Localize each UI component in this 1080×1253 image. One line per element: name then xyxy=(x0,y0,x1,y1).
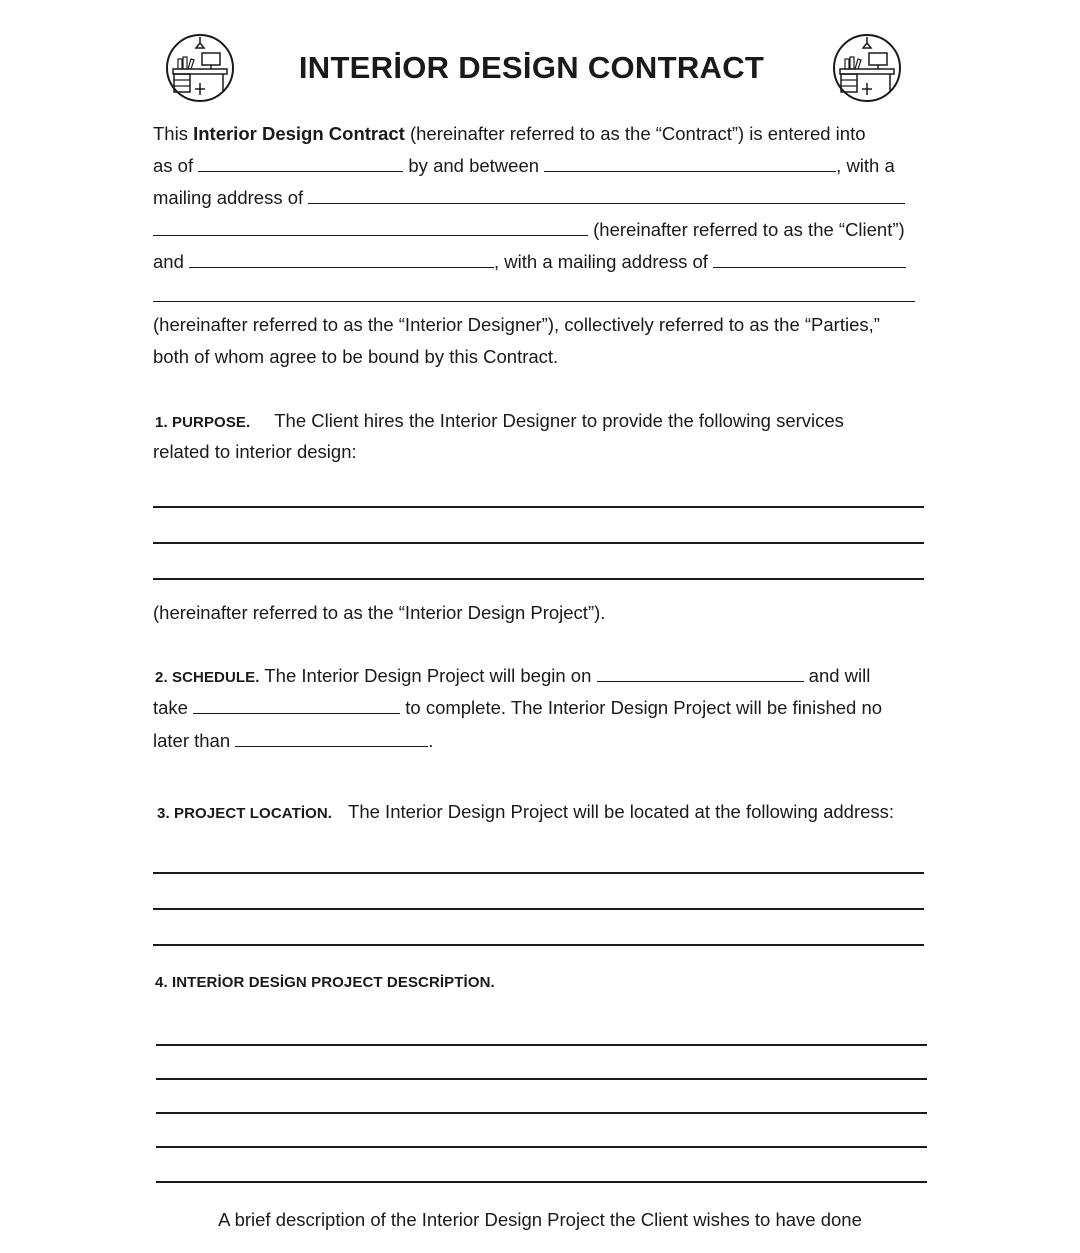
and-will-label: and will xyxy=(808,665,871,686)
designer-address-field-1[interactable] xyxy=(713,251,906,268)
description-field-5[interactable] xyxy=(156,1181,927,1183)
description-heading: 4. INTERİOR DESİGN PROJECT DESCRİPTİON. xyxy=(155,974,495,991)
contract-name: Interior Design Contract xyxy=(193,123,405,144)
later-than-label: later than xyxy=(153,730,231,751)
intro-this: This xyxy=(153,123,188,144)
take-label: take xyxy=(153,697,188,718)
description-caption: A brief description of the Interior Design Project the Client wishes to have done xyxy=(218,1209,862,1230)
with-mailing-address-label: , with a mailing address of xyxy=(494,251,708,272)
duration-field[interactable] xyxy=(193,697,400,714)
as-of-label: as of xyxy=(153,155,194,176)
intro-line-3 xyxy=(153,187,905,209)
to-complete-text: to complete. The Interior Design Project will be finished no xyxy=(405,697,883,718)
page-title: INTERİOR DESİGN CONTRACT xyxy=(298,50,765,85)
period: . xyxy=(428,730,434,751)
mailing-address-label: mailing address of xyxy=(153,187,304,208)
client-name-field[interactable] xyxy=(544,155,836,172)
intro-line-1 xyxy=(153,123,866,145)
purpose-heading: 1. PURPOSE. xyxy=(155,414,251,431)
purpose-field-3[interactable] xyxy=(153,578,924,580)
date-field[interactable] xyxy=(198,155,403,172)
designer-ref-text: (hereinafter referred to as the “Interior Designer”), collectively referred to as the “Parties,” xyxy=(153,314,880,335)
client-address-field-1[interactable] xyxy=(308,187,905,204)
intro-line1-rest: (hereinafter referred to as the “Contract”) is entered into xyxy=(409,123,866,144)
location-field-1[interactable] xyxy=(153,872,924,874)
location-text: The Interior Design Project will be located at the following address: xyxy=(348,801,895,822)
location-field-2[interactable] xyxy=(153,908,924,910)
client-address-field-2[interactable] xyxy=(153,219,588,236)
intro-line-4 xyxy=(153,219,905,241)
schedule-heading: 2. SCHEDULE. xyxy=(155,669,260,686)
schedule-begin-text: The Interior Design Project will begin on xyxy=(264,665,592,686)
designer-name-field[interactable] xyxy=(189,251,494,268)
description-field-2[interactable] xyxy=(156,1078,927,1080)
purpose-line-2: related to interior design: xyxy=(153,441,357,462)
location-line xyxy=(157,801,894,825)
end-date-field[interactable] xyxy=(235,730,428,747)
description-field-1[interactable] xyxy=(156,1044,927,1046)
bound-text: both of whom agree to be bound by this Contract. xyxy=(153,346,559,367)
intro-line-2 xyxy=(153,155,895,177)
schedule-line-2 xyxy=(153,697,882,719)
description-field-3[interactable] xyxy=(156,1112,927,1114)
designer-address-field-2[interactable] xyxy=(153,301,915,302)
schedule-line-1 xyxy=(155,665,870,689)
purpose-field-1[interactable] xyxy=(153,506,924,508)
by-and-between-label: by and between xyxy=(408,155,540,176)
project-ref-text: (hereinafter referred to as the “Interior Design Project”). xyxy=(153,602,606,623)
intro-line-5 xyxy=(153,251,906,273)
client-ref-label: (hereinafter referred to as the “Client”) xyxy=(593,219,905,240)
purpose-field-2[interactable] xyxy=(153,542,924,544)
purpose-line-1 xyxy=(155,410,844,434)
description-field-4[interactable] xyxy=(156,1146,927,1148)
location-heading: 3. PROJECT LOCATİON. xyxy=(157,805,333,822)
schedule-line-3 xyxy=(153,730,433,752)
with-a-label: , with a xyxy=(836,155,895,176)
and-label: and xyxy=(153,251,184,272)
location-field-3[interactable] xyxy=(153,944,924,946)
purpose-text: The Client hires the Interior Designer to provide the following services xyxy=(274,410,844,431)
start-date-field[interactable] xyxy=(597,665,804,682)
